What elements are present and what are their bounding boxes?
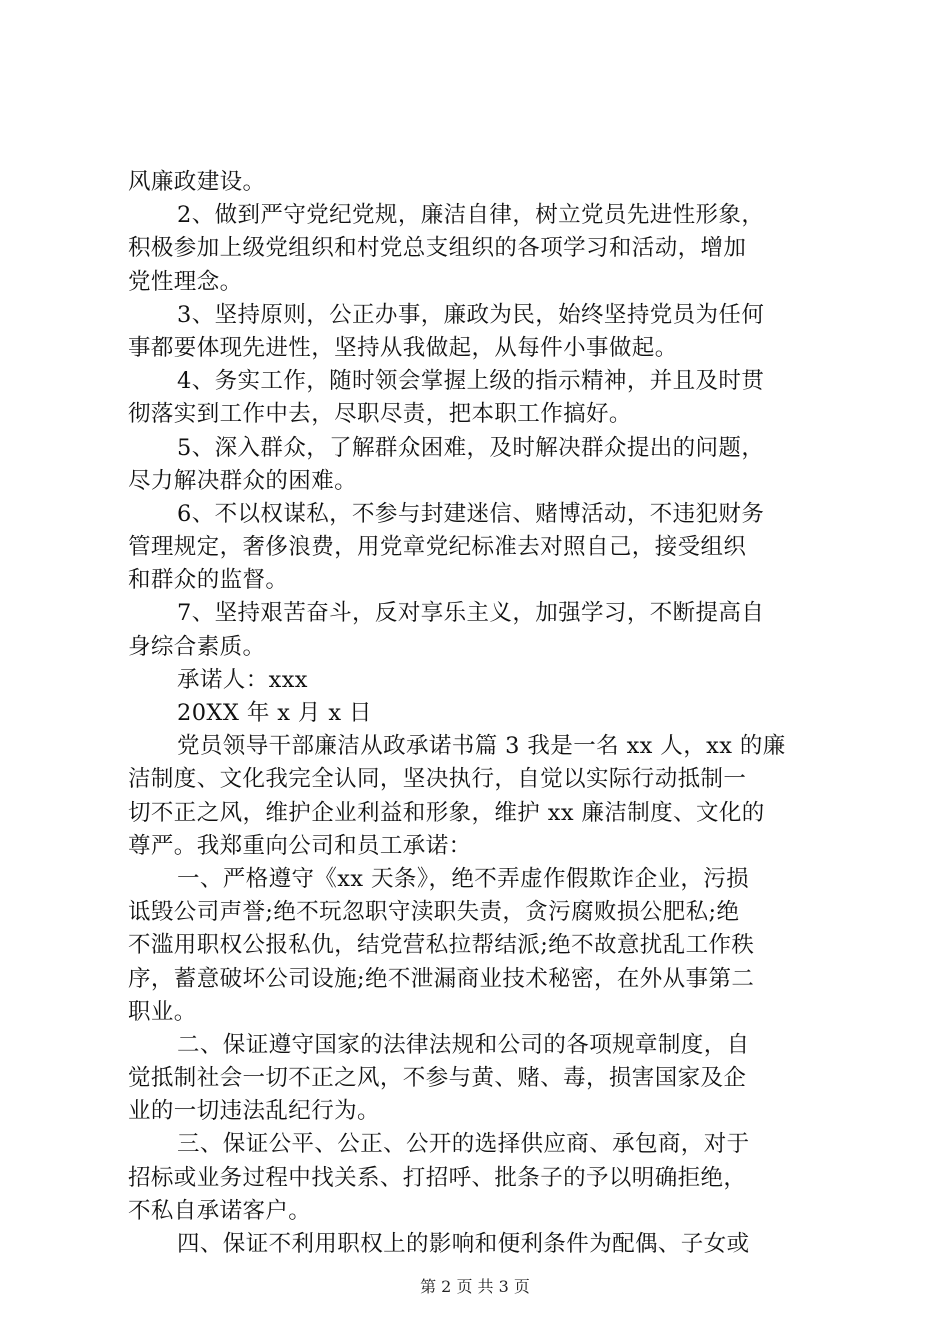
text-line: 4、务实工作，随时领会掌握上级的指示精神，并且及时贯 (177, 368, 765, 395)
text-line: 积极参加上级党组织和村党总支组织的各项学习和活动，增加 (128, 235, 747, 262)
text-line: 和群众的监督。 (128, 567, 289, 594)
text-line: 6、不以权谋私，不参与封建迷信、赌博活动，不违犯财务 (177, 500, 765, 527)
text-line: 一、严格遵守《xx 天条》，绝不弄虚作假欺诈企业，污损 (177, 865, 750, 892)
text-line: 党性理念。 (128, 268, 243, 295)
text-line: 不私自承诺客户。 (128, 1197, 312, 1224)
text-line: 业的一切违法乱纪行为。 (128, 1098, 380, 1125)
text-line: 7、坚持艰苦奋斗，反对享乐主义，加强学习，不断提高自 (177, 600, 765, 627)
text-line: 四、保证不利用职权上的影响和便利条件为配偶、子女或 (177, 1231, 750, 1257)
text-line: 切不正之风，维护企业利益和形象，维护 xx 廉洁制度、文化的 (128, 799, 765, 826)
text-line: 尊严。我郑重向公司和员工承诺： (128, 832, 472, 859)
text-line: 党员领导干部廉洁从政承诺书篇 3 我是一名 xx 人，xx 的廉 (177, 733, 786, 760)
text-line: 序，蓄意破坏公司设施;绝不泄漏商业技术秘密，在外从事第二 (128, 965, 755, 992)
text-line: 承诺人：xxx (177, 666, 308, 693)
document-body (128, 166, 836, 1261)
text-line: 彻落实到工作中去，尽职尽责，把本职工作搞好。 (128, 401, 632, 428)
text-line: 二、保证遵守国家的法律法规和公司的各项规章制度，自 (177, 1031, 750, 1058)
text-line: 不滥用职权公报私仇，结党营私拉帮结派;绝不故意扰乱工作秩 (128, 932, 755, 959)
text-line: 觉抵制社会一切不正之风，不参与黄、赌、毒，损害国家及企 (128, 1065, 747, 1092)
text-line: 身综合素质。 (128, 633, 266, 660)
page-footer: 第 2 页 共 3 页 (420, 1277, 530, 1296)
text-line: 诋毁公司声誉;绝不玩忽职守渎职失责，贪污腐败损公肥私;绝 (128, 899, 740, 926)
text-line: 招标或业务过程中找关系、打招呼、批条子的予以明确拒绝， (128, 1164, 747, 1191)
text-line: 管理规定，奢侈浪费，用党章党纪标准去对照自己，接受组织 (128, 534, 747, 561)
text-line: 20XX 年 x 月 x 日 (177, 700, 372, 726)
text-line: 职业。 (128, 998, 197, 1025)
text-line: 三、保证公平、公正、公开的选择供应商、承包商，对于 (177, 1131, 750, 1158)
text-line: 风廉政建设。 (128, 169, 266, 195)
text-line: 3、坚持原则，公正办事，廉政为民，始终坚持党员为任何 (177, 301, 765, 328)
text-line: 洁制度、文化我完全认同，坚决执行，自觉以实际行动抵制一 (128, 766, 747, 793)
text-line: 尽力解决群众的困难。 (128, 467, 358, 494)
text-line: 2、做到严守党纪党规，廉洁自律，树立党员先进性形象， (177, 202, 765, 229)
text-line: 事都要体现先进性，坚持从我做起，从每件小事做起。 (128, 334, 678, 361)
text-line: 5、深入群众，了解群众困难，及时解决群众提出的问题， (177, 434, 765, 461)
